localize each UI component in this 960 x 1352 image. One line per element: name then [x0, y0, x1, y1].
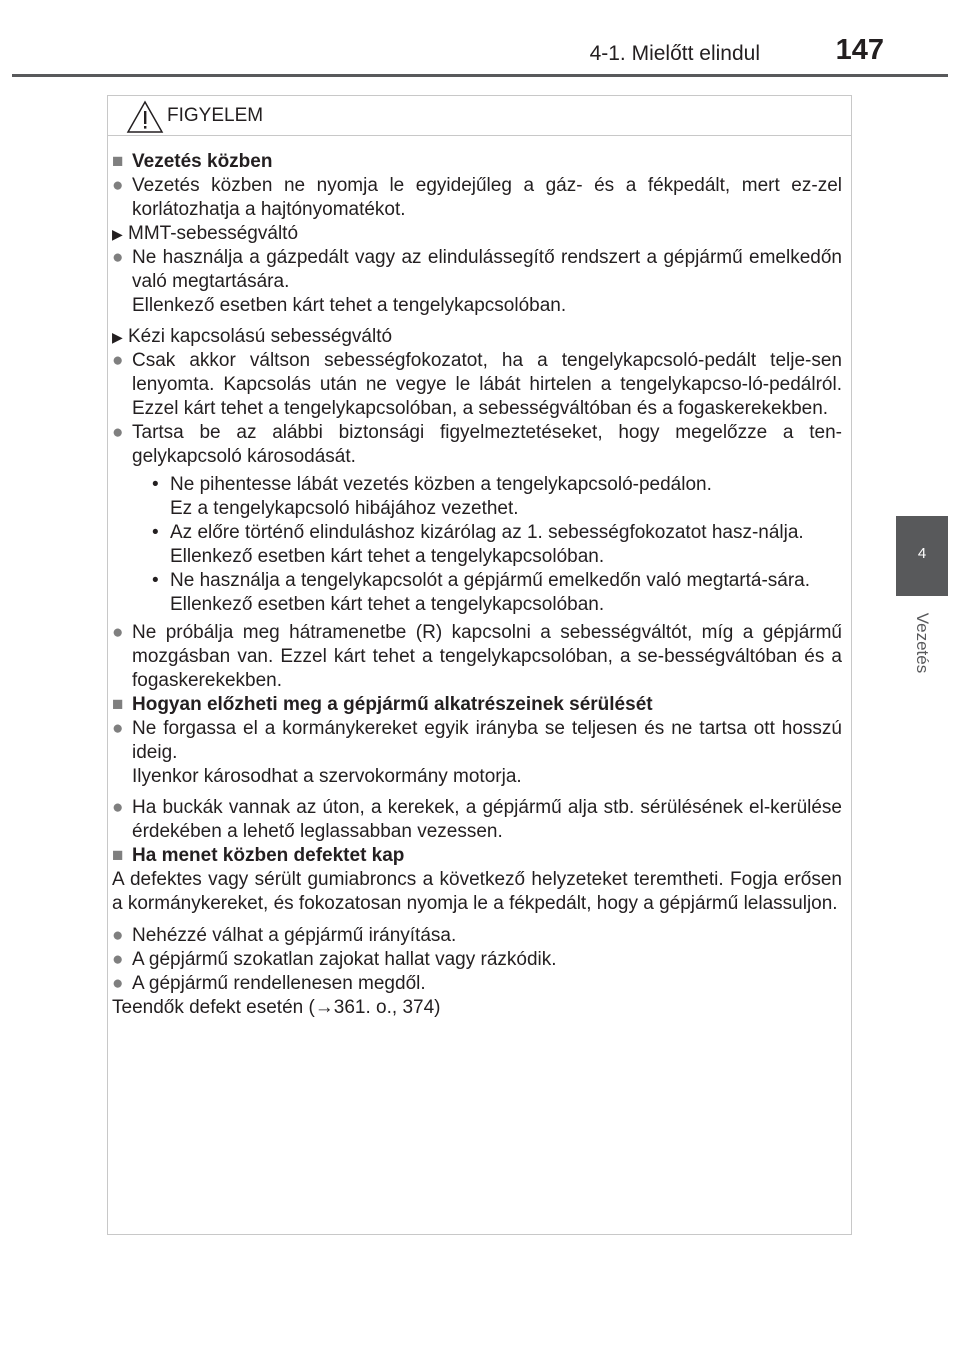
- subheading: ▶ MMT-sebességváltó: [112, 223, 299, 244]
- list-item: ● Vezetés közben ne nyomja le egyidejűleg a gáz- és a fékpedált, mert ez-zel korlátozhatja a hajtónyomatékot.: [112, 175, 842, 220]
- list-item: ● Ha buckák vannak az úton, a kerekek, a gépjármű alja stb. sérülésének el-kerülése érdekében a lehető leglassabban vezessen.: [112, 797, 842, 842]
- header-rule: [12, 74, 948, 77]
- list-item: ● A gépjármű rendellenesen megdől.: [112, 973, 426, 994]
- list-item: ● Tartsa be az alábbi biztonsági figyelmeztetéseket, hogy megelőzze a ten-gelykapcsoló károsodását.: [112, 422, 842, 467]
- list-item: ● Ne használja a gázpedált vagy az elindulássegítő rendszert a gépjármű emelkedőn való megtartására. Ellenkező esetben kárt tehet a tengelykapcsolóban.: [112, 247, 842, 316]
- section-heading: ■ Ha menet közben defektet kap: [112, 845, 405, 866]
- page-number: 147: [835, 34, 884, 66]
- list-item: ● Ne forgassa el a kormánykereket egyik irányba se teljesen és ne tartsa ott hosszú ideig. Ilyenkor károsodhat a szervokormány motorja.: [112, 718, 842, 787]
- warning-header: [108, 96, 851, 136]
- list-item: ● Csak akkor váltson sebességfokozatot, ha a tengelykapcsoló-pedált telje-sen lenyomta. Kapcsolás után ne vegye le lábát hirtelen a tengelykapcso-ló-pedálról. Ezzel kárt tehet a tengelykapcsolóban, a sebességváltóban és a fogaskerekekben.: [112, 350, 842, 419]
- reference-text: Teendők defekt esetén (→361. o., 374): [112, 997, 441, 1018]
- warning-triangle-icon: [126, 100, 164, 134]
- warning-content: [112, 150, 842, 1020]
- section-heading: ■ Hogyan előzheti meg a gépjármű alkatrészeinek sérülését: [112, 694, 653, 715]
- sub-list-item: • Ne pihentesse lábát vezetés közben a tengelykapcsoló-pedálon. Ez a tengelykapcsoló hibájához vezethet.: [152, 474, 712, 519]
- sub-list-item: • Ne használja a tengelykapcsolót a gépjármű emelkedőn való megtartá-sára. Ellenkező esetben kárt tehet a tengelykapcsolóban.: [152, 570, 811, 615]
- list-item: ● A gépjármű szokatlan zajokat hallat vagy rázkódik.: [112, 949, 557, 970]
- subheading: ▶ Kézi kapcsolású sebességváltó: [112, 326, 393, 347]
- intro-text: A defektes vagy sérült gumiabroncs a következő helyzeteket teremtheti. Fogja erősen a kormánykereket, és fokozatosan nyomja le a fékpedált, hogy a gépjármű lelassuljon.: [112, 869, 842, 914]
- chapter-label: Vezetés: [913, 612, 932, 674]
- warning-title: FIGYELEM: [167, 105, 264, 126]
- chapter-tab: 4: [896, 516, 948, 596]
- section-heading: ■ Vezetés közben: [112, 151, 273, 172]
- sub-list-item: • Az előre történő elinduláshoz kizárólag az 1. sebességfokozatot hasz-nálja. Ellenkező esetben kárt tehet a tengelykapcsolóban.: [152, 522, 804, 567]
- list-item: ● Ne próbálja meg hátramenetbe (R) kapcsolni a sebességváltót, míg a gépjármű mozgásban van. Ezzel kárt tehet a tengelykapcsolóban, a se-bességváltóban és a fogaskerekekben.: [112, 622, 842, 691]
- list-item: ● Nehézzé válhat a gépjármű irányítása.: [112, 925, 457, 946]
- section-title: 4-1. Mielőtt elindul: [589, 42, 760, 65]
